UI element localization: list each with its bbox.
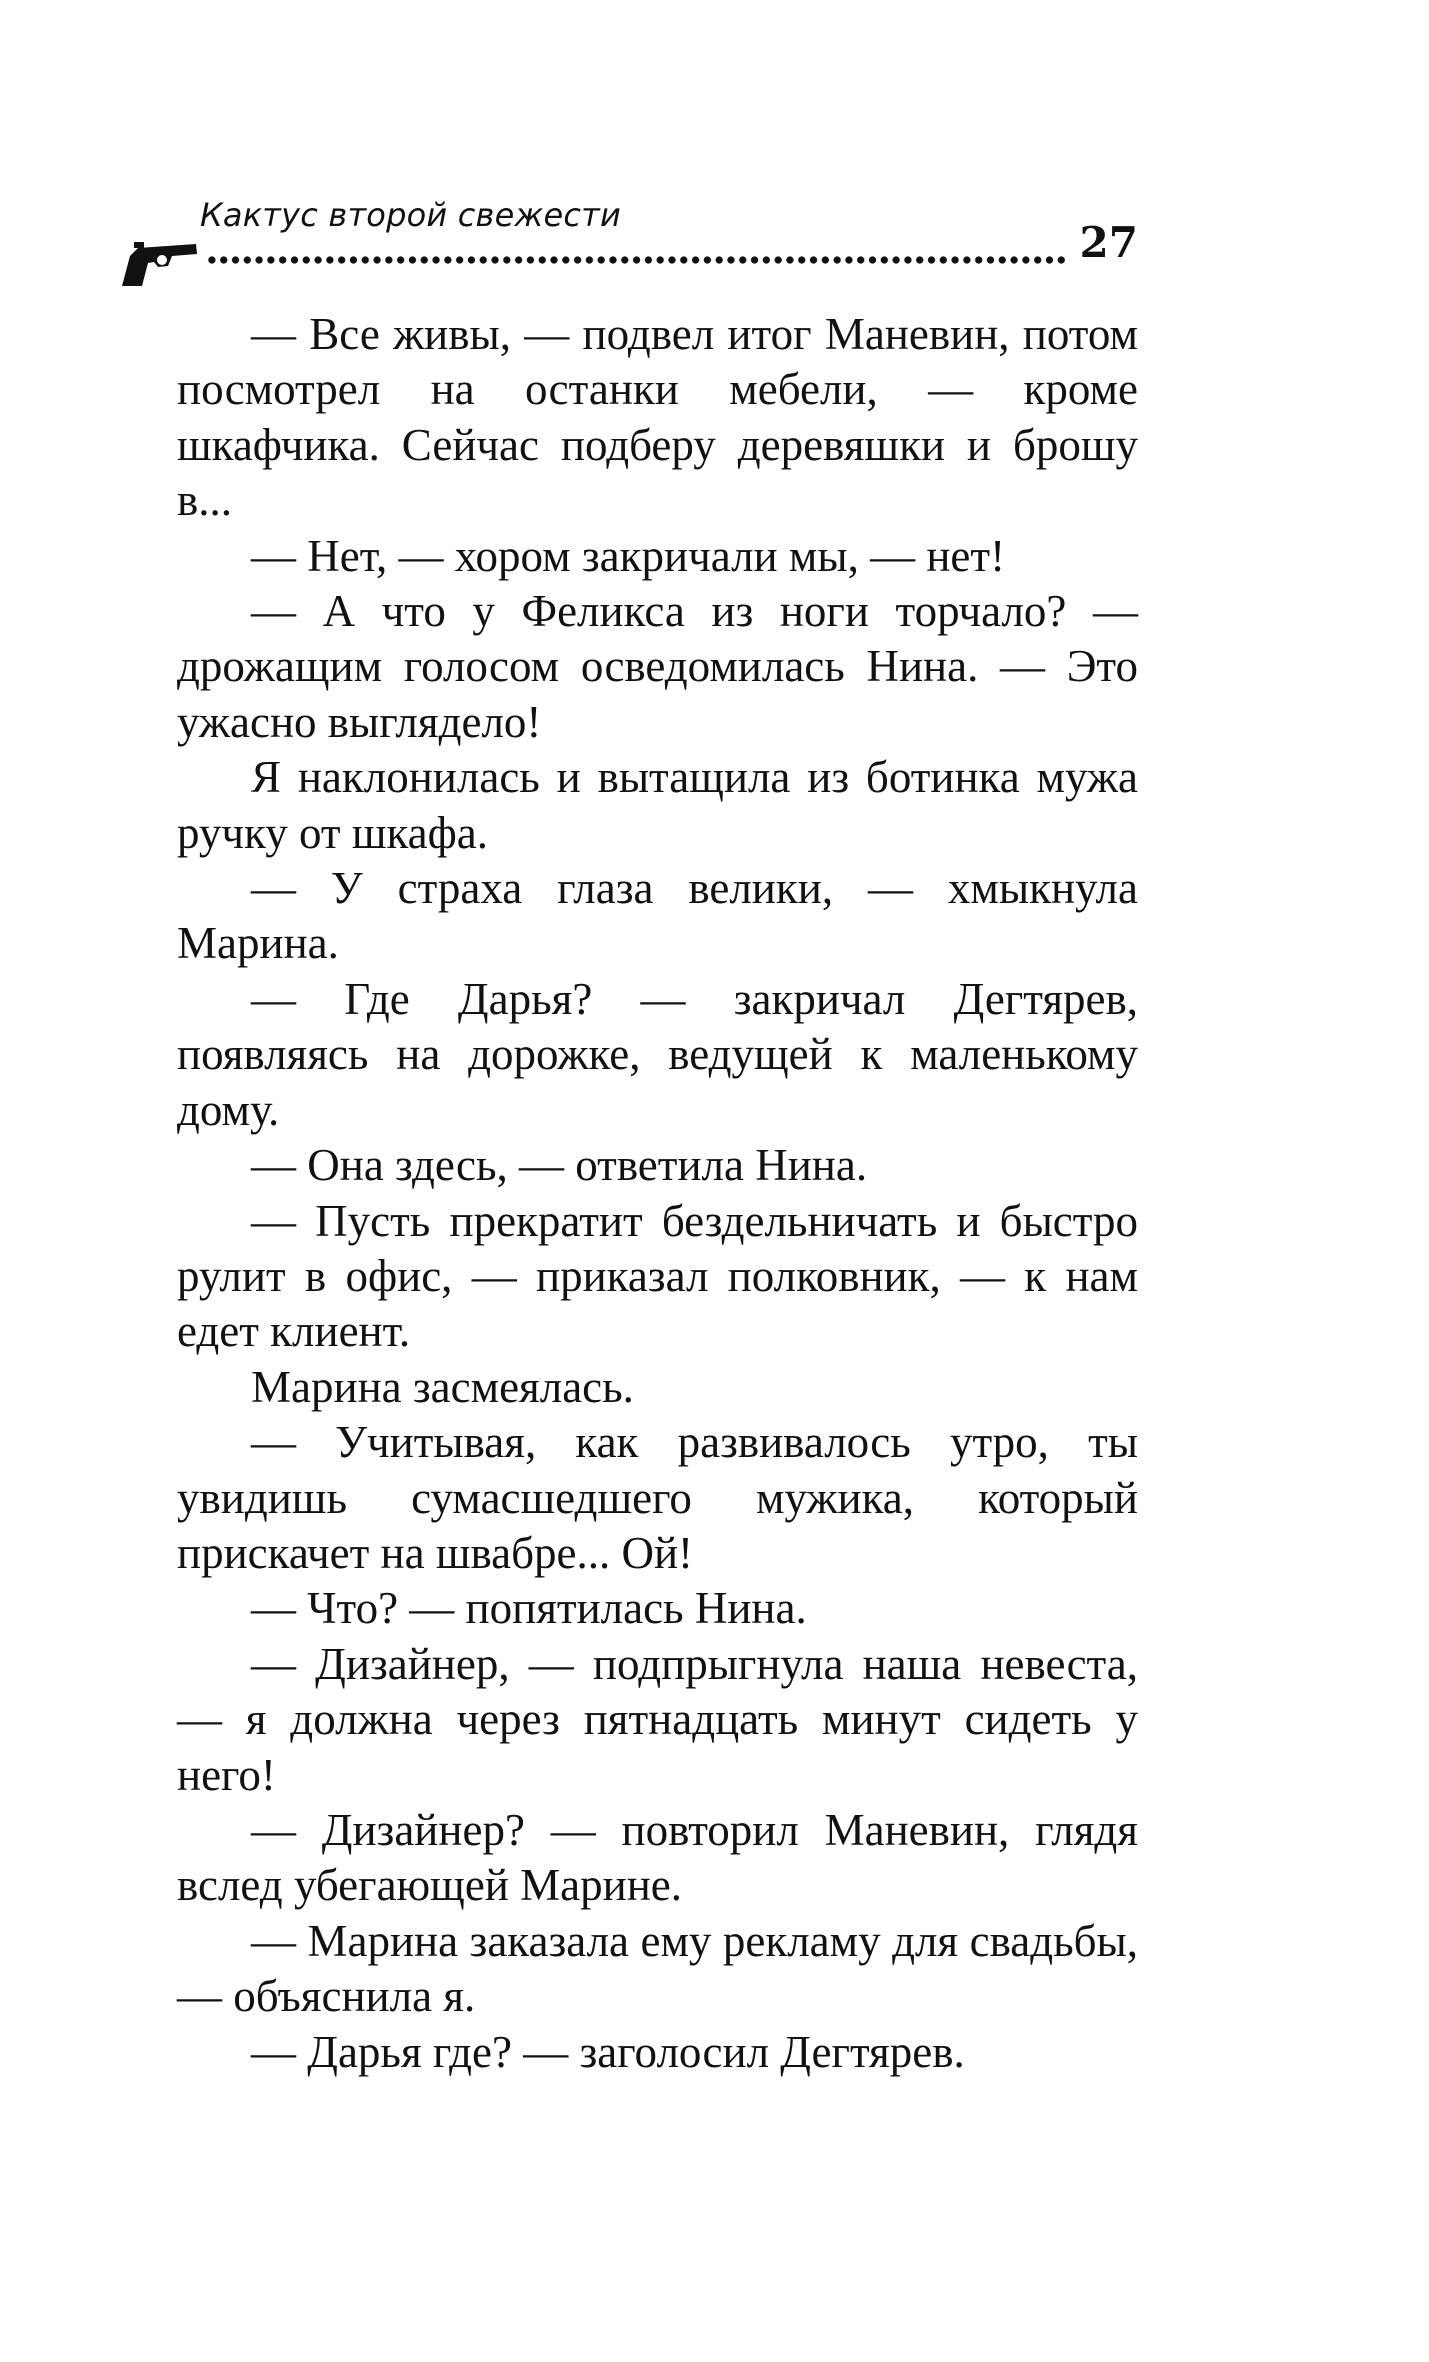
paragraph: — Учитывая, как развивалось утро, ты увидишь сумасшедшего мужика, который прискачет на швабре... Ой! bbox=[177, 1417, 1138, 1578]
paragraph: — Что? — попятилась Нина. bbox=[251, 1583, 807, 1634]
paragraph: — Все живы, — подвел итог Маневин, потом посмотрел на останки мебели, — кроме шкафчика. Сейчас подберу деревяшки и брошу в... bbox=[177, 309, 1138, 526]
paragraph: — Нет, — хором закричали мы, — нет! bbox=[251, 530, 1006, 581]
body-text bbox=[177, 307, 1138, 2080]
revolver-icon bbox=[118, 236, 198, 288]
paragraph: — Дизайнер, — подпрыгнула наша невеста, — я должна через пятнадцать минут сидеть у него! bbox=[177, 1638, 1138, 1800]
paragraph: — У страха глаза велики, — хмыкнула Марина. bbox=[177, 863, 1138, 969]
paragraph: — Где Дарья? — закричал Дегтярев, появляясь на дорожке, ведущей к маленькому дому. bbox=[177, 973, 1138, 1135]
paragraph: — Она здесь, — ответила Нина. bbox=[251, 1140, 868, 1191]
page-number: 27 bbox=[1079, 218, 1138, 267]
paragraph: — Дарья где? — заголосил Дегтярев. bbox=[251, 2026, 965, 2077]
paragraph: Я наклонилась и вытащила из ботинка мужа ручку от шкафа. bbox=[177, 752, 1138, 858]
paragraph: — Марина заказала ему рекламу для свадьбы, — объяснила я. bbox=[177, 1915, 1138, 2022]
running-head bbox=[118, 196, 1138, 286]
paragraph: — Пусть прекратит бездельничать и быстро рулит в офис, — приказал полковник, — к нам едет клиент. bbox=[177, 1195, 1138, 1357]
paragraph: — Дизайнер? — повторил Маневин, глядя вслед убегающей Марине. bbox=[177, 1804, 1138, 1911]
book-title: Кактус второй свежести bbox=[200, 196, 622, 234]
paragraph: — А что у Феликса из ноги торчало? — дрожащим голосом осведомилась Нина. — Это ужасно выглядело! bbox=[177, 586, 1138, 747]
dot-leader bbox=[206, 254, 1068, 266]
paragraph: Марина засмеялась. bbox=[251, 1361, 634, 1412]
